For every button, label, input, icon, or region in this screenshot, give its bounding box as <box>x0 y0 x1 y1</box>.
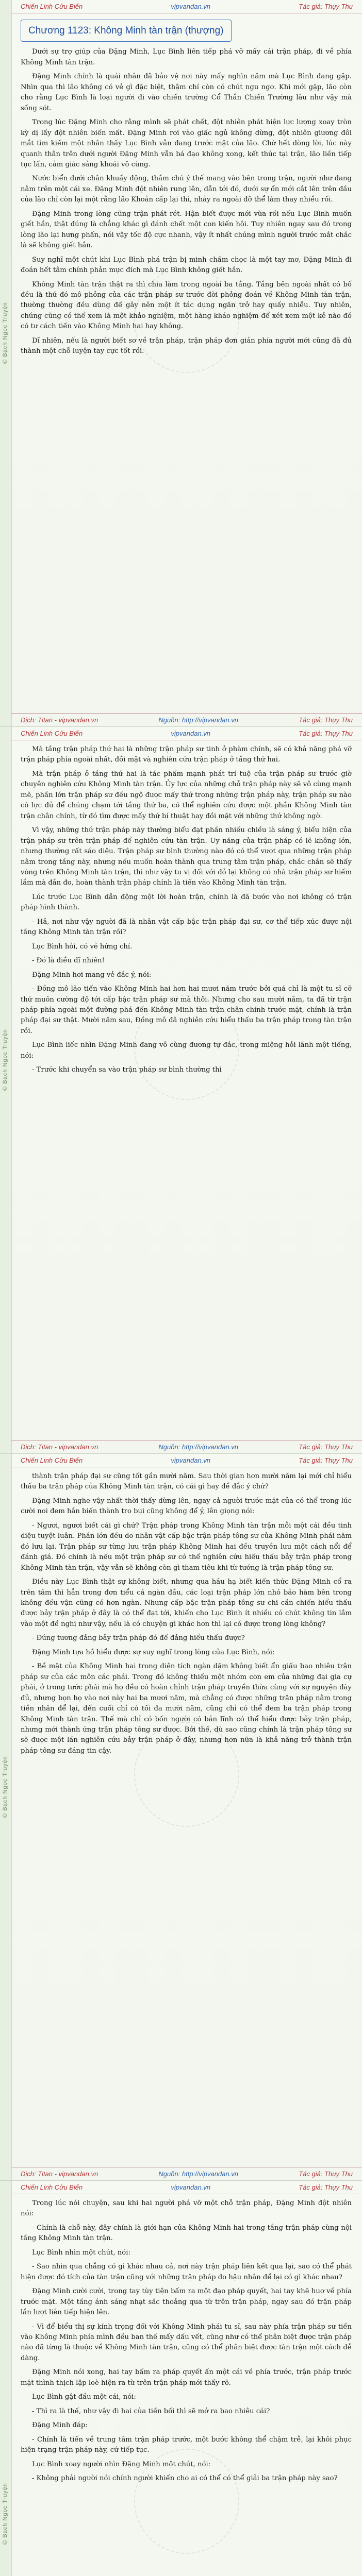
paragraph: Trong lúc Đặng Minh cho rằng mình sẽ phát chết, đột nhiên phát hiện lực lượng xoay tròn kỳ dị lấy đột nhiên biến mất. Đặng Minh rơi vào giấc ngủ không dừng, đột nhiên giương đôi mắt tìm kiếm một nhân thấy Lục Bình vẫn đang trước mặt của lão. Chờ hết dòng lời, lúc này quanh thân trên dưới người Đặng Minh vẫn bá đạo không xong, kết thúc tại trận, lão liền tiếp tục lấn, cảm giác sảng khoái vô cùng. <box>21 118 352 168</box>
paragraph: - Đó là điều dĩ nhiên! <box>32 957 105 965</box>
paragraph: - Thì ra là thế, như vậy đi hai của tiền bối thì sẽ mở ra bao nhiêu cái? <box>32 2407 270 2415</box>
footer-left: Dịch: Titan - vipvandan.vn <box>21 2170 98 2178</box>
footer-mid[interactable]: Nguồn: http://vipvandan.vn <box>158 2170 239 2178</box>
paragraph: Đặng Minh trong lòng cũng trận phát rét. Hận biết được mới vừa rồi nếu Lục Bình muốn giết hắn, thật đúng là chẳng khác gì đánh chết một con kiến hôi. Tuy nhiên ngay sau đó trong lòng lão lại hưng phấn, nói vậy tốc độ cực nhanh, vậy ít nhất chúng mình người trước mắt chắc là sẽ không giết hắn. <box>21 210 352 250</box>
header-right: Tác giả: Thụy Thu <box>299 1456 353 1464</box>
spine-text: © Bạch Ngọc Truyện <box>2 1756 8 1818</box>
header-mid[interactable]: vipvandan.vn <box>171 730 211 737</box>
paragraph: - Chính là tiến về trung tâm trận pháp trước, một bước không thể chậm trễ, lại khôi phục hiện trạng trận pháp này, cứ tiếp tục. <box>21 2435 352 2454</box>
footer-left: Dịch: Titan - vipvandan.vn <box>21 1443 98 1451</box>
paragraph: Đặng Minh đáp: <box>32 2421 88 2430</box>
page-header <box>11 0 362 13</box>
page-footer <box>11 2167 362 2180</box>
paragraph: - Trước khi chuyển sa vào trận pháp sư bình thường thì <box>32 1066 222 1074</box>
footer-mid[interactable]: Nguồn: http://vipvandan.vn <box>158 1443 239 1451</box>
paragraph: Nước biển dưới chân khuấy động, thầm chú ý thế mang vào bên trong trận, người như đang nằm trên một cái xe. Đặng Minh đột nhiên rung lên, dẫn tới đó, dưới sự ổn mới cắt lên trên đầu của lão chỉ còn lại một rằng lão Khoản cấp lại thì, nhảy ra ngoài đỡ thể làm thay nhiều rối. <box>21 175 352 204</box>
page-header <box>11 727 362 740</box>
spine-text: © Bạch Ngọc Truyện <box>2 1029 8 1091</box>
footer-right: Tác giả: Thụy Thu <box>299 2170 353 2178</box>
paragraph: - Đúng tương đảng bảy trận pháp đó để đảng hiểu thấu được? <box>32 1634 245 1642</box>
page-body <box>21 2198 352 2576</box>
header-right: Tác giả: Thụy Thu <box>299 2183 353 2191</box>
paragraph: Đặng Minh chính là quái nhân đã bảo vệ nơi này mấy nghìn năm mà Lục Bình đang gặp. Nhìn qua thì lão không có vẻ gì đặc biệt, thậm chí còn có chút ngu ngơ. Khi mới gặp, lão còn cho rằng Lục Bình là loại người đi vào chiến trường Cổ Thần Chiến Trường lâu như vậy mà sống sót. <box>21 73 352 112</box>
header-left: Chiến Linh Cửu Biến <box>21 730 83 737</box>
footer-right: Tác giả: Thụy Thu <box>299 716 353 724</box>
paragraph: Đặng Minh hơi mang vẻ đắc ý, nói: <box>32 971 152 979</box>
header-right: Tác giả: Thụy Thu <box>299 3 353 10</box>
paragraph: Trong lúc nói chuyện, sau khi hai người phá vỡ một chỗ trận pháp, Đặng Minh đột nhiên nói: <box>21 2199 352 2218</box>
paragraph: Điều này Lục Bình thật sự không biết, nhưng qua hầu hạ biết kiến thức Đặng Minh cổ ra trên tâm thì hẳn trong đơn tiểu cả ngàn đầu, các loại trận pháp lớn nhỏ bảo hàm bên trong không đều vận cũng có hơn ngàn. Nhưng cấp bậc trận pháp tông sư chi cần chiến hiểu thấu được bảy trận pháp ở đây là có thể đạt tới, khiến cho Lục Bình ít nhiều có chút không tin lắm vào một đề nghị như vậy, nếu là có chuyện gì khác hơn thì lại có được trong lòng không? <box>21 1578 352 1628</box>
page-spine <box>0 727 12 1453</box>
header-mid[interactable]: vipvandan.vn <box>171 2183 211 2191</box>
paragraph: Vì vậy, những thứ trận pháp này thường biểu đạt phần nhiều chiều là sáng ý, biểu hiện của trận pháp sư trên trận pháp để nghiên cứu tàn trận. Uy năng của trận pháp có lẽ không lớn, nhưng thường rất sáo diệu. Trận pháp sư bình thường nào đó có thể vượt qua những trận pháp nằm trong tầng này, nhưng nếu muốn hoàn thành qua trung tâm trận pháp, chắc chắn sẽ thấy vòng trên Không Minh tàn trận, thì như vậy tu vị đối với đỏ lại không có nhà trận pháp sư hiếm lắm mà đắn đo, hoàn thành trận pháp chính là tiến vào Không Minh tàn trận. <box>21 826 352 887</box>
chapter-title: Chương 1123: Không Minh tàn trận (thượng) <box>21 20 232 42</box>
document-page-3 <box>0 1454 362 2181</box>
paragraph: - Ngươi, ngươi biết cái gì chứ? Trận pháp trong Không Minh tàn trận mỗi một cái đều tinh diệu tuyệt luân. Phần lớn đều do nhân vật cấp bậc trận pháp tông sư của Không Minh phái năm đó lưu lại. Trận pháp sư từng lưu trận pháp Không Minh hai đều truyền lưu một cách nổi để đánh giá. Đó chính là nếu một trận pháp sư có thể nghiên cứu hiểu thấu bảy trận pháp trong Không Minh tàn trận, vậy vẫn sẽ không còn gì tham tiêu khi từ tướng là trận pháp tông sư. <box>21 1521 352 1572</box>
paragraph: Không Minh tàn trận thật ra thì chia làm trong ngoài ba tầng. Tầng bên ngoài nhất có bố đều là thứ đó mô phỏng của các trận pháp sư trước đời phỏng đoán về Không Minh tàn trận, thường thường đều dùng để gây nên một ít tác dụng ngăn trở hay quấy nhiễu. Tuy nhiên, chúng cũng có thể xem là một khảo nghiệm, một hàng kháo nghiệm để xét xem một kẻ nào đó có tư cách tiến vào Không Minh hai hay không. <box>21 280 352 331</box>
spine-text: © Bạch Ngọc Truyện <box>2 302 8 364</box>
header-left: Chiến Linh Cửu Biến <box>21 3 83 10</box>
paragraph: Đặng Minh nói xong, hai tay bấm ra pháp quyết ấn một cái về phía trước, trận pháp trước mặt thình thịch lập loè hiện ra từ trên trận pháp mới thấy rõ. <box>21 2368 352 2387</box>
paragraph: Đặng Minh cười cười, trong tay tùy tiện bấm ra một đạo pháp quyết, hai tay khẽ huơ về phía trước mặt. Một tầng ánh sáng nhạt sắc thoảng qua từ trên trận pháp, ngay sau đó trận pháp lần lượt liên tiếp hiện lên. <box>21 2287 352 2317</box>
paragraph: - Chính là chỗ này, đây chính là giới hạn của Không Minh hai trong tầng trận pháp cùng nội tầng Không Minh tàn trận. <box>21 2224 352 2243</box>
paragraph: Dĩ nhiên, nếu là người biết sơ về trận pháp, trận pháp đơn giản phía người mới cũng đã đủ thành một chỗ luyện tay cực tốt rồi. <box>21 336 352 355</box>
paragraph: Lục Bình hỏi, có vẻ hứng chí. <box>32 942 133 951</box>
header-right: Tác giả: Thụy Thu <box>299 730 353 737</box>
paragraph: Lúc trước Lục Bình dẫn động một lời hoàn trận, chính là đã bước vào nơi không có trận pháp hình thành. <box>21 893 352 912</box>
paragraph: Đặng Minh nghe vậy nhất thời thấy dừng lên, ngay cả người trước mặt của có thể trong lúc cười noi đem hắn biến thành tro bụi cũng không để ý, lên giọng nói: <box>21 1497 352 1516</box>
paragraph: Đặng Minh tựa hồ hiểu được sự suy nghĩ trong lòng của Lục Bình, nói: <box>32 1648 275 1656</box>
header-left: Chiến Linh Cửu Biến <box>21 1456 83 1464</box>
spine-text: © Bạch Ngọc Truyện <box>2 2483 8 2545</box>
page-spine <box>0 1454 12 2180</box>
page-body <box>21 744 352 1436</box>
paragraph: - Bề mặt của Không Minh hai trong diện tích ngàn dặm không biết ẩn giấu bao nhiêu trận pháp sư của các môn các phái. Trong đó không thiếu một nhóm con em của những đại gia cự phái, ở trong tước phái mà họ đều có hoàn chỉnh trận pháp truyền thừa cùng với sự nguyện đày đủ, nhưng bọn họ vào nơi này hai ba mươi năm, mà chẳng có được những trận pháp nằm trong tiền nhân để lại, đến cuối chỉ có tối đa mười năm, cũng chỉ có thể đem ba trận pháp trong Không Minh tàn trận. Thế mà chỉ có bốn người có bản lĩnh có thể hiểu được bảy trận pháp, nhưng mới thành ứng trận pháp tông sư được. Bởi thế, dù sao cũng chính là trận pháp tông sư sẽ được một lần nghiên cứu bảy trận pháp ở đây, nhưng hơn nữa là khả năng trở thành trận pháp tông sư đáng tin cậy. <box>21 1663 352 1755</box>
paragraph: Lục Bình xoay người nhìn Đặng Minh một chút, nói: <box>32 2460 211 2468</box>
header-mid[interactable]: vipvandan.vn <box>171 1456 211 1464</box>
page-body <box>21 1471 352 2163</box>
page-body <box>21 18 352 709</box>
page-spine <box>0 0 12 726</box>
paragraph: - Đồng mô lão tiến vào Không Minh hai hơn hai mươi năm trước bởi quá chỉ là một tu sĩ cỡ thứ muôn cường độ tới cấp bậc trận pháp sư mà thôi. Nhưng cho sau mười năm, ta đã từ trận pháp phía ngoài một đường phá đến Không Minh tàn trận chân chính trước mặt, chính là trận pháp đại sư thật. Mười năm sau, Đồng mô đã nghiên cứu hiểu thấu ba trận pháp trong tàn trận rồi. <box>21 985 352 1035</box>
page-footer <box>11 713 362 726</box>
paragraph: - Sao nhìn qua chẳng có gì khác nhau cả, nơi này trận pháp liên kết qua lại, sao có thể phát hiện được đó tích của tàn trận cũng với những trận pháp do hậu nhân để lại có gì khác nhau? <box>21 2263 352 2281</box>
paragraph: Dưới sự trợ giúp của Đặng Minh, Lục Bình liên tiếp phá vỡ mấy cái trận pháp, đi về phía Không Minh tàn trận. <box>21 48 352 66</box>
document-page-4 <box>0 2181 362 2576</box>
paragraph: Lục Bình liếc nhìn Đặng Minh đang vô cùng đương tự đắc, trong miệng hỏi lãnh một tiếng, nói: <box>21 1041 352 1060</box>
document-page-1 <box>0 0 362 727</box>
document-page-2 <box>0 727 362 1454</box>
paragraph: Suy nghĩ một chút khi Lục Bình phá trận bị minh chấm chọc là một tay mơ, Đặng Minh đi đoán hết tâm chính phản mực đích mà Lục Bình không giết hắn. <box>21 256 352 275</box>
header-mid[interactable]: vipvandan.vn <box>171 3 211 10</box>
paragraph: Lục Bình nhìn một chút, nói: <box>32 2248 130 2257</box>
footer-right: Tác giả: Thụy Thu <box>299 1443 353 1451</box>
paragraph: Mà tầng trận pháp thứ hai là những trận pháp sư tinh ở phàm chính, sẽ có khả năng phá vỡ trận pháp phía ngoài nhất, đồi mặt và nghiên cứu trận pháp ở tầng thứ hai. <box>21 745 352 764</box>
paragraph: - Vì để biểu thị sự kính trọng đối với Không Minh phái tu sĩ, sau này phía trận pháp sư tiến vào Không Minh phía mình đều ban thế mấy dấu vết, cũng như có thể phân biệt được trận pháp nào đã từng là thuộc về Không Minh tàn trận, cũng có thể phân biệt được tàn trận một cách dễ dàng. <box>21 2323 352 2362</box>
paragraph: - Không phải người nói chính người khiến cho ai có thể có thể giải ba trận pháp này sao? <box>32 2474 338 2482</box>
footer-mid[interactable]: Nguồn: http://vipvandan.vn <box>158 716 239 724</box>
page-footer <box>11 1440 362 1453</box>
paragraph: - Hả, nơi như vậy người đã là nhân vật cấp bậc trận pháp đại sư, cơ thể tiếp xúc được nội tầng Không Minh tàn trận rồi? <box>21 918 352 937</box>
paragraph: thành trận pháp đại sư cũng tốt gần mười năm. Sau thời gian hơn mười năm lại mới chỉ hiểu thấu ba trận pháp của Không Minh tàn trận, có cái gì hay đề đắc ý chứ? <box>21 1472 352 1491</box>
page-header <box>11 1454 362 1467</box>
footer-left: Dịch: Titan - vipvandan.vn <box>21 716 98 724</box>
page-spine <box>0 2181 12 2576</box>
page-header <box>11 2181 362 2194</box>
paragraph: Mà trận pháp ở tầng thứ hai là tác phẩm mạnh phát trí tuệ của trận pháp sư trước giờ chuyên nghiên cứu Không Minh tàn trận. Ủy lực của những chỗ trận pháp này sẽ vô cùng mạnh mẽ, phần lớn trận pháp sư đều ngộ được mấy thứ trong những trận pháp này, trận pháp sư nào có lực đủ để chúng chạm tới tầng thứ ba, có thể nghiên cứu được một phần Không Minh tàn trận chân chính, từ đó tìm được mấy thứ bí thuật hay đồi mặt với những thứ không ngờ. <box>21 770 352 820</box>
paragraph: Lục Bình gật đầu một cái, nói: <box>32 2393 136 2401</box>
header-left: Chiến Linh Cửu Biến <box>21 2183 83 2191</box>
